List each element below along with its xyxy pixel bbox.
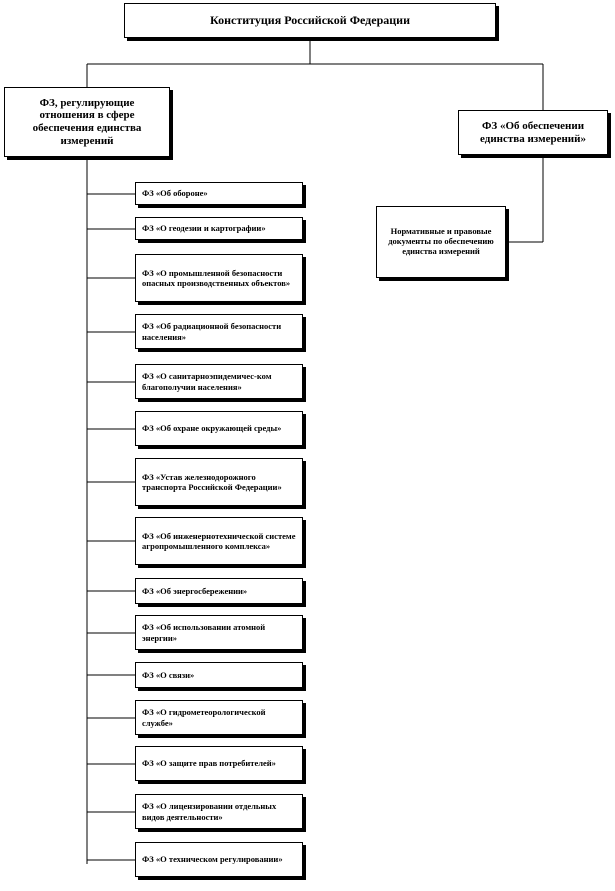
law-box (135, 615, 303, 650)
law-box (135, 254, 303, 302)
law-label: ФЗ «Об охране окружающей среды» (142, 423, 282, 434)
law-label: ФЗ «О техническом регулировании» (142, 854, 283, 865)
law-label: ФЗ «Об энергосбережении» (142, 585, 248, 596)
law-box (135, 517, 303, 565)
law-label: ФЗ «О связи» (142, 669, 195, 680)
constitution-box (124, 3, 496, 38)
law-box (135, 314, 303, 349)
law-box (135, 662, 303, 688)
federal-laws-group-label: ФЗ, регулирующие отношения в сфере обеспечения единства измерений (32, 96, 142, 147)
law-box (135, 578, 303, 604)
law-box (135, 794, 303, 829)
normative-documents-label: Нормативные и правовые документы по обеспечению единства измерений (388, 226, 494, 256)
measurement-law-label: ФЗ «Об обеспечении единства измерений» (480, 119, 586, 145)
law-label: ФЗ «Об обороне» (142, 188, 208, 199)
constitution-label: Конституция Российской Федерации (209, 12, 410, 27)
law-label: ФЗ «Об инженернотехнической системе агропромышленного комплекса» (142, 530, 296, 551)
law-box (135, 700, 303, 735)
law-label: ФЗ «О гидрометеорологической службе» (142, 707, 266, 728)
normative-documents-box (376, 206, 506, 278)
law-box (135, 364, 303, 399)
law-box (135, 217, 303, 240)
law-label: ФЗ «Об радиационной безопасности населения» (142, 321, 282, 342)
law-box (135, 182, 303, 205)
law-label: ФЗ «Устав железнодорожного транспорта Российской Федерации» (142, 471, 282, 492)
federal-laws-group-box (4, 87, 170, 157)
law-label: ФЗ «О лицензировании отдельных видов деятельности» (142, 801, 277, 822)
measurement-law-box (458, 110, 608, 155)
law-box (135, 842, 303, 877)
law-box (135, 458, 303, 506)
law-box (135, 411, 303, 446)
law-label: ФЗ «Об использовании атомной энергии» (142, 622, 266, 643)
law-label: ФЗ «О промышленной безопасности опасных производственных объектов» (142, 267, 291, 288)
law-label: ФЗ «О санитарноэпидемичес-ком благополучии населения» (142, 371, 272, 392)
law-label: ФЗ «О геодезии и картографии» (142, 223, 266, 234)
law-box (135, 746, 303, 781)
law-label: ФЗ «О защите прав потребителей» (142, 758, 276, 769)
